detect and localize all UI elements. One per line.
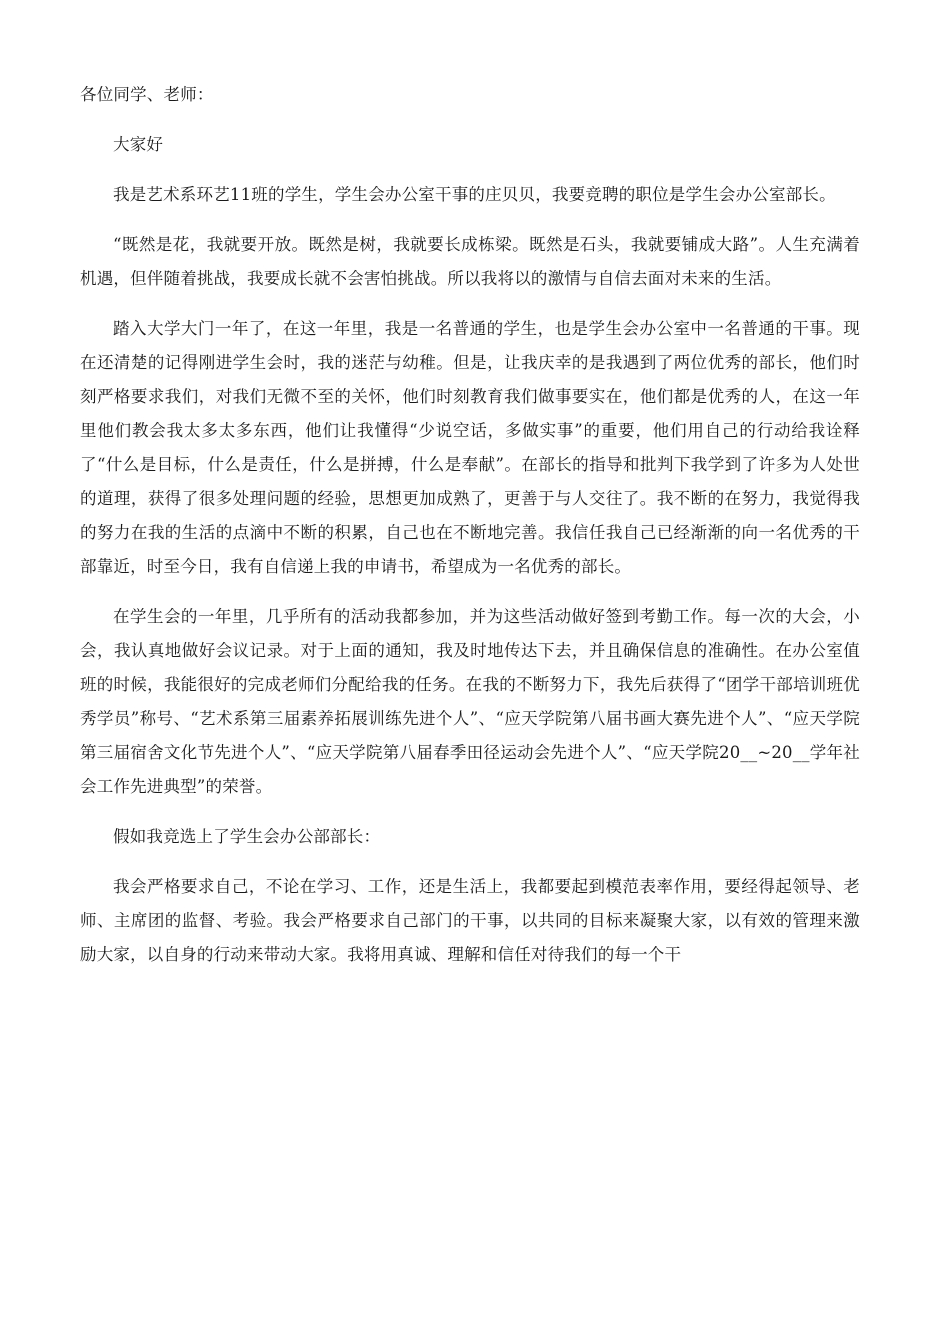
- salutation: 各位同学、老师：: [80, 85, 214, 104]
- greeting: 大家好: [113, 135, 164, 154]
- paragraph-commitment: 我会严格要求自己，不论在学习、工作，还是生活上，我都要起到模范表率作用，要经得起领导、老师、主席团的监督、考验。我会严格要求自己部门的干事，以共同的目标来凝聚大家，以有效的管理来激励大家，以自身的行动来带动大家。我将用真诚、理解和信任对待我们的每一个干: [80, 877, 860, 964]
- paragraph-quote: “既然是花，我就要开放。既然是树，我就要长成栋梁。既然是石头，我就要铺成大路”。人生充满着机遇，但伴随着挑战，我要成长就不会害怕挑战。所以我将以的激情与自信去面对未来的生活。: [80, 235, 860, 288]
- paragraph-experience: 踏入大学大门一年了，在这一年里，我是一名普通的学生，也是学生会办公室中一名普通的干事。现在还清楚的记得刚进学生会时，我的迷茫与幼稚。但是，让我庆幸的是我遇到了两位优秀的部长，他们时刻严格要求我们，对我们无微不至的关怀，他们时刻教育我们做事要实在，他们都是优秀的人，在这一年里他们教会我太多太多东西，他们让我懂得“少说空话，多做实事”的重要，他们用自己的行动给我诠释了“什么是目标，什么是责任，什么是拼搏，什么是奉献”。在部长的指导和批判下我学到了许多为人处世的道理，获得了很多处理问题的经验，思想更加成熟了，更善于与人交往了。我不断的在努力，我觉得我的努力在我的生活的点滴中不断的积累，自己也在不断地完善。我信任我自己已经渐渐的向一名优秀的干部靠近，时至今日，我有自信递上我的申请书，希望成为一名优秀的部长。: [80, 319, 860, 576]
- paragraph-if-elected: 假如我竞选上了学生会办公部部长：: [113, 827, 381, 846]
- document-page: [80, 78, 860, 988]
- paragraph-achievements: 在学生会的一年里，几乎所有的活动我都参加，并为这些活动做好签到考勤工作。每一次的大会，小会，我认真地做好会议记录。对于上面的通知，我及时地传达下去，并且确保信息的准确性。在办公室值班的时候，我能很好的完成老师们分配给我的任务。在我的不断努力下，我先后获得了“团学干部培训班优秀学员”称号、“艺术系第三届素养拓展训练先进个人”、“应天学院第八届书画大赛先进个人”、“应天学院第三届宿舍文化节先进个人”、“应天学院第八届春季田径运动会先进个人”、“应天学院20__~20__学年社会工作先进典型”的荣誉。: [80, 607, 860, 796]
- paragraph-intro: 我是艺术系环艺11班的学生，学生会办公室干事的庄贝贝，我要竞聘的职位是学生会办公室部长。: [113, 185, 836, 204]
